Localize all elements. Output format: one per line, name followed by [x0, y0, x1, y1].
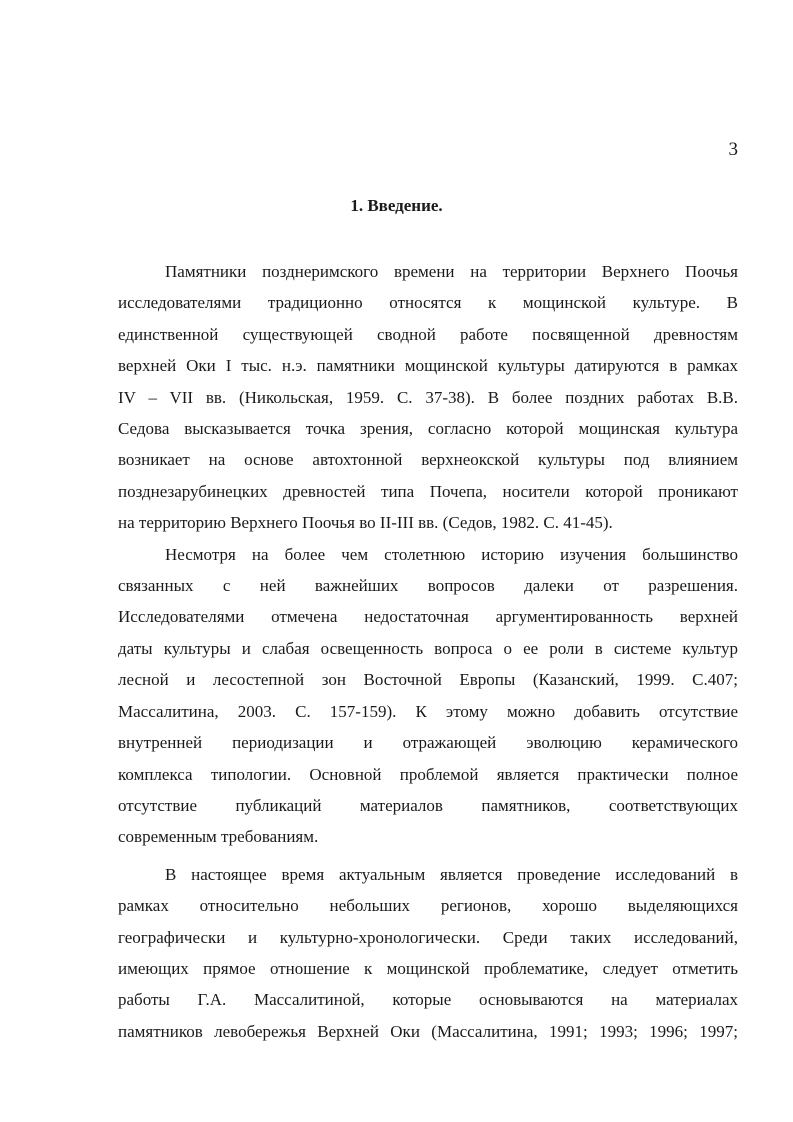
text-line: Исследователями отмечена недостаточная аргументированность верхней	[118, 607, 738, 627]
text-line: отсутствие публикаций материалов памятников, соответствующих	[118, 795, 738, 815]
text-line: на территорию Верхнего Поочья во II-III вв. (Седов, 1982. С. 41-45).	[118, 513, 613, 533]
text-line: Несмотря на более чем столетнюю историю изучения большинство	[165, 544, 738, 564]
text-line: Памятники позднеримского времени на территории Верхнего Поочья	[165, 262, 738, 281]
paragraph-1	[118, 256, 738, 539]
text-line: даты культуры и слабая освещенность вопроса о ее роли в системе культур	[118, 638, 738, 658]
text-line: единственной существующей сводной работе посвященной древностям	[118, 324, 738, 344]
page-number: 3	[728, 139, 738, 160]
text-line: Массалитина, 2003. С. 157-159). К этому можно добавить отсутствие	[118, 701, 738, 721]
body-text	[118, 256, 738, 1047]
section-heading: 1. Введение.	[350, 196, 443, 215]
text-line: верхней Оки I тыс. н.э. памятники мощинской культуры датируются в рамках	[118, 356, 738, 376]
text-line: лесной и лесостепной зон Восточной Европы (Казанский, 1999. С.407;	[118, 670, 738, 690]
text-line: IV – VII вв. (Никольская, 1959. С. 37-38). В более поздних работах В.В.	[118, 387, 738, 407]
text-line: комплекса типологии. Основной проблемой является практически полное	[118, 764, 738, 784]
text-line: географически и культурно-хронологически. Среди таких исследований,	[118, 927, 738, 947]
text-line: В настоящее время актуальным является проведение исследований в	[165, 864, 738, 884]
text-line: возникает на основе автохтонной верхнеокской культуры под влиянием	[118, 450, 738, 470]
text-line: современным требованиям.	[118, 827, 319, 847]
text-line: исследователями традиционно относятся к мощинской культуре. В	[118, 293, 738, 313]
text-line: работы Г.А. Массалитиной, которые основываются на материалах	[118, 990, 738, 1010]
text-line: рамках относительно небольших регионов, хорошо выделяющихся	[118, 896, 738, 916]
paragraph-2	[118, 539, 738, 853]
text-line: внутренней периодизации и отражающей эволюцию керамического	[118, 733, 738, 753]
text-line: позднезарубинецких древностей типа Почепа, носители которой проникают	[118, 481, 738, 501]
text-line: связанных с ней важнейших вопросов далеки от разрешения.	[118, 576, 738, 596]
paragraph-3	[118, 859, 738, 1047]
text-line: Седова высказывается точка зрения, согласно которой мощинская культура	[118, 419, 738, 439]
text-line: памятников левобережья Верхней Оки (Массалитина, 1991; 1993; 1996; 1997;	[118, 1021, 738, 1041]
text-line: имеющих прямое отношение к мощинской проблематике, следует отметить	[118, 958, 738, 978]
